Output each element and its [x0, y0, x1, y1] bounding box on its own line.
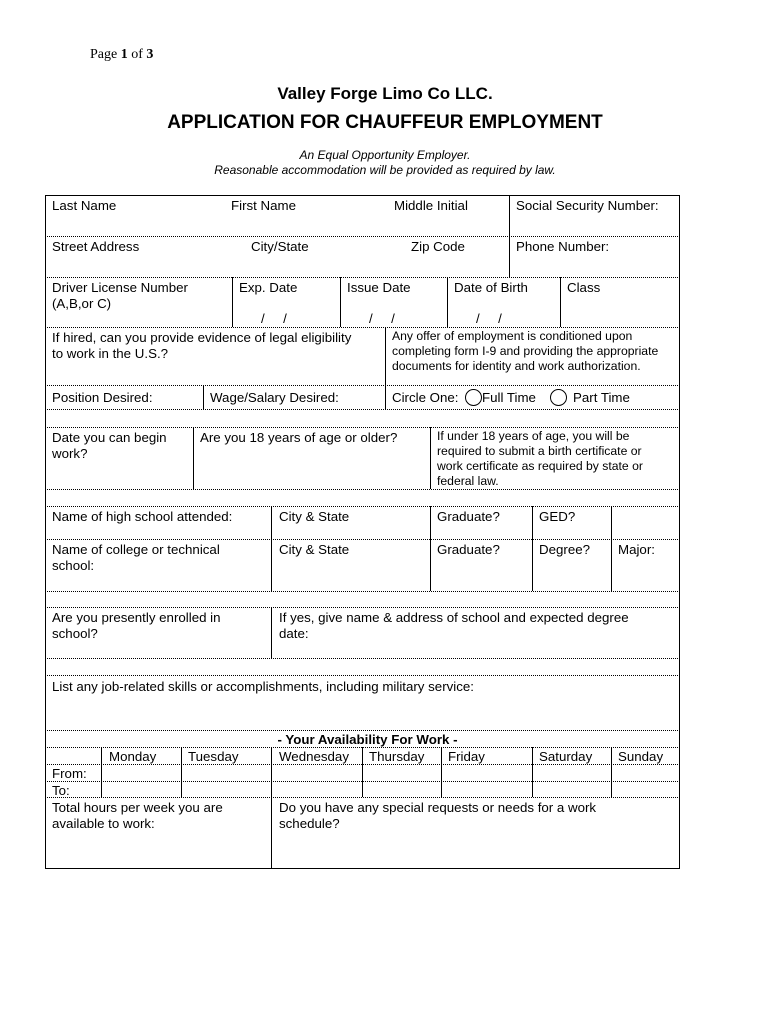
- zip-code-label: Zip Code: [411, 239, 465, 254]
- eligibility-question: If hired, can you provide evidence of legal eligibility: [52, 330, 352, 345]
- license-label: Driver License Number: [52, 280, 188, 295]
- major-label: Major:: [618, 542, 655, 557]
- from-label: From:: [52, 766, 87, 781]
- ssn-label: Social Security Number:: [516, 198, 659, 213]
- enrolled-question: Are you presently enrolled in: [52, 610, 221, 625]
- under-18-note-1: If under 18 years of age, you will be: [437, 429, 630, 443]
- exp-date-label: Exp. Date: [239, 280, 298, 295]
- total-hours-label: Total hours per week you are: [52, 800, 223, 815]
- page-of: of: [131, 47, 143, 62]
- college-city-state-label: City & State: [279, 542, 350, 557]
- part-time-circle[interactable]: [550, 389, 567, 406]
- part-time-label: Part Time: [573, 390, 630, 405]
- issue-date-slashes: / /: [369, 311, 395, 326]
- wage-desired-label: Wage/Salary Desired:: [210, 390, 339, 405]
- page-current: 1: [120, 47, 128, 62]
- position-desired-label: Position Desired:: [52, 390, 153, 405]
- day-friday: Friday: [448, 749, 485, 764]
- class-label: Class: [567, 280, 601, 295]
- accommodation-line: Reasonable accommodation will be provided as required by law.: [214, 163, 556, 177]
- day-thursday: Thursday: [369, 749, 425, 764]
- age-question: Are you 18 years of age or older?: [200, 430, 398, 445]
- equal-opportunity-line: An Equal Opportunity Employer.: [299, 148, 471, 162]
- school-detail-label: If yes, give name & address of school and expected degree: [279, 610, 629, 625]
- total-hours-label-2: available to work:: [52, 816, 155, 831]
- hs-city-state-label: City & State: [279, 509, 350, 524]
- date-of-birth-label: Date of Birth: [454, 280, 528, 295]
- begin-date-label: Date you can begin: [52, 430, 167, 445]
- day-sunday: Sunday: [618, 749, 664, 764]
- begin-date-label-2: work?: [52, 446, 88, 461]
- school-detail-label-2: date:: [279, 626, 309, 641]
- full-time-circle[interactable]: [465, 389, 482, 406]
- hs-graduate-label: Graduate?: [437, 509, 500, 524]
- college-label-2: school:: [52, 558, 95, 573]
- full-time-label: Full Time: [482, 390, 536, 405]
- availability-heading: - Your Availability For Work -: [277, 732, 458, 747]
- middle-initial-label: Middle Initial: [394, 198, 468, 213]
- page-total: 3: [146, 47, 154, 62]
- circle-one-label: Circle One:: [392, 390, 459, 405]
- special-requests-label: Do you have any special requests or needs for a work: [279, 800, 597, 815]
- day-saturday: Saturday: [539, 749, 593, 764]
- under-18-note-4: federal law.: [437, 474, 499, 488]
- under-18-note-3: work certificate as required by state or: [437, 459, 643, 473]
- last-name-label: Last Name: [52, 198, 117, 213]
- skills-label: List any job-related skills or accomplishments, including military service:: [52, 679, 474, 694]
- i9-note-3: documents for identity and work authorization.: [392, 359, 641, 373]
- form-title: APPLICATION FOR CHAUFFEUR EMPLOYMENT: [167, 112, 603, 133]
- city-state-label: City/State: [251, 239, 309, 254]
- eligibility-question-2: to work in the U.S.?: [52, 346, 169, 361]
- issue-date-label: Issue Date: [347, 280, 411, 295]
- page-indicator: [90, 47, 153, 63]
- under-18-note-2: required to submit a birth certificate or: [437, 444, 642, 458]
- dob-slashes: / /: [476, 311, 502, 326]
- exp-date-slashes: / /: [261, 311, 287, 326]
- college-label: Name of college or technical: [52, 542, 220, 557]
- first-name-label: First Name: [231, 198, 297, 213]
- day-monday: Monday: [109, 749, 157, 764]
- college-graduate-label: Graduate?: [437, 542, 500, 557]
- degree-label: Degree?: [539, 542, 591, 557]
- day-wednesday: Wednesday: [279, 749, 349, 764]
- special-requests-label-2: schedule?: [279, 816, 340, 831]
- enrolled-question-2: school?: [52, 626, 98, 641]
- i9-note-1: Any offer of employment is conditioned upon: [392, 329, 633, 343]
- i9-note-2: completing form I-9 and providing the appropriate: [392, 344, 659, 358]
- to-label: To:: [52, 783, 70, 798]
- page-label: Page: [90, 47, 118, 62]
- street-address-label: Street Address: [52, 239, 140, 254]
- license-class-label: (A,B,or C): [52, 296, 112, 311]
- high-school-label: Name of high school attended:: [52, 509, 233, 524]
- ged-label: GED?: [539, 509, 576, 524]
- phone-number-label: Phone Number:: [516, 239, 610, 254]
- company-name: Valley Forge Limo Co LLC.: [277, 84, 493, 103]
- day-tuesday: Tuesday: [188, 749, 239, 764]
